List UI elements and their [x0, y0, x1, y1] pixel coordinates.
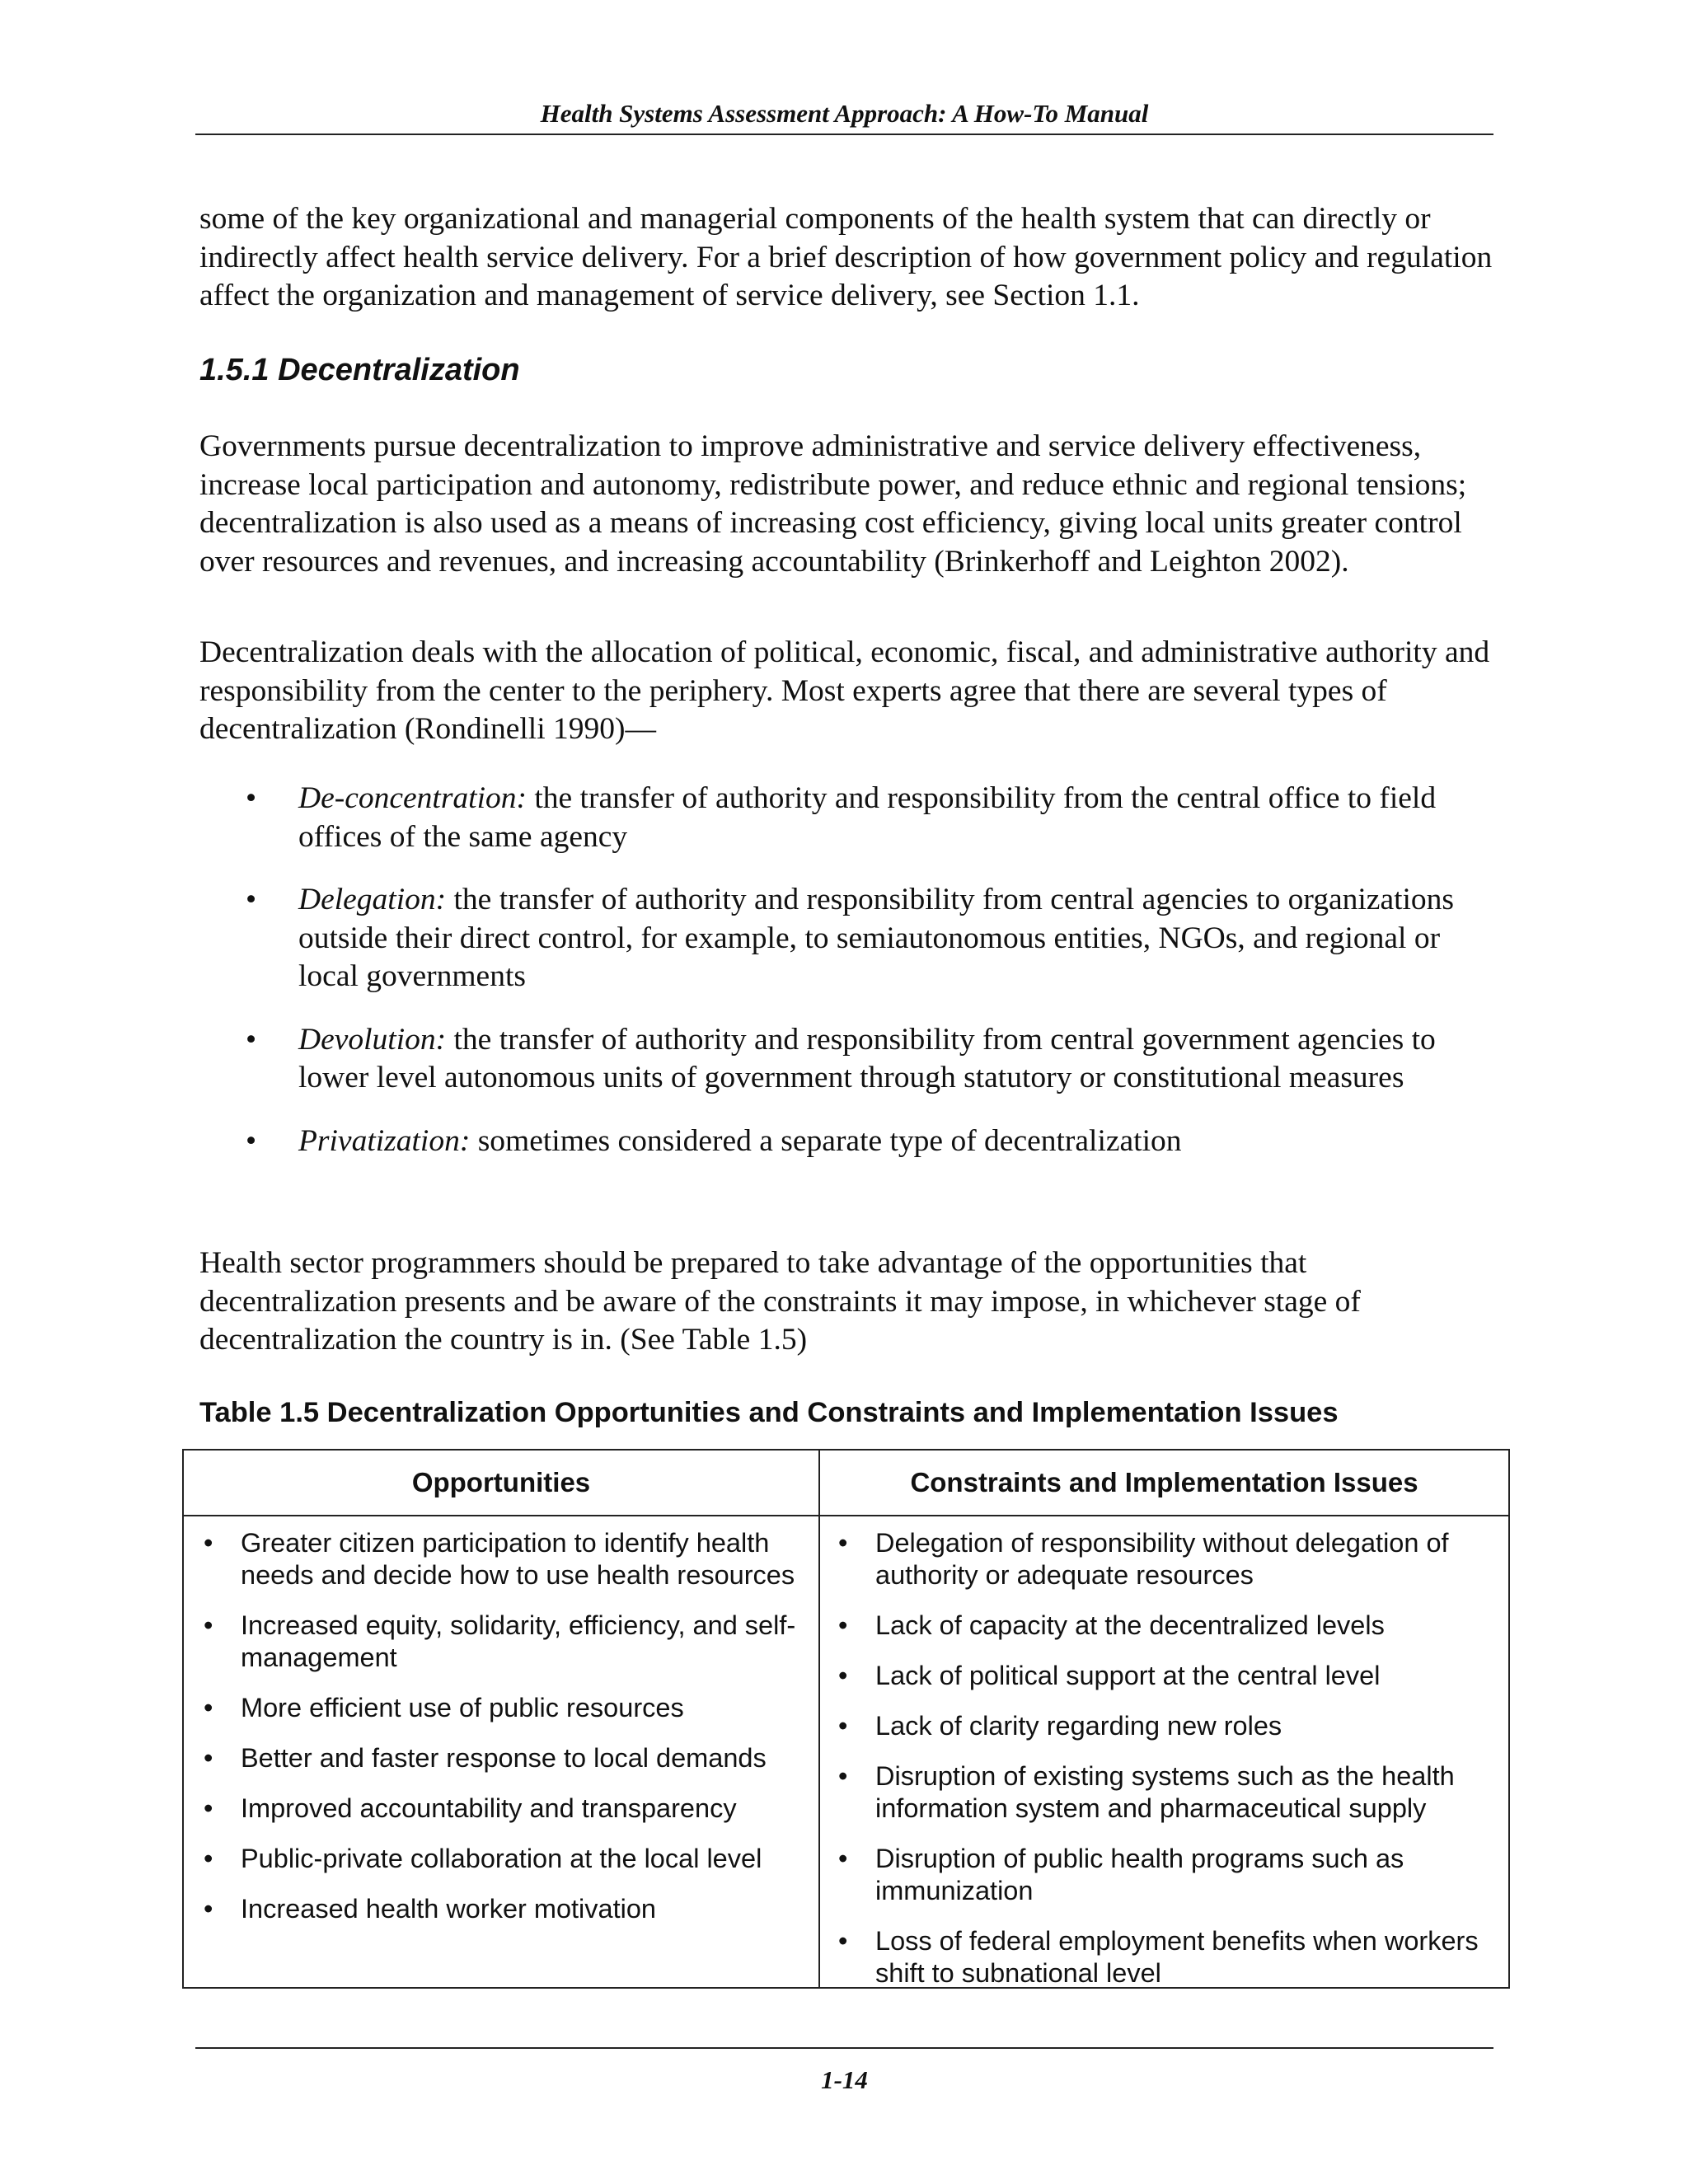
decentralization-types-list [199, 780, 1493, 1160]
list-item [199, 881, 1493, 996]
table-list-item [835, 1710, 1494, 1742]
table-list-item [200, 1527, 810, 1591]
table-list-item [200, 1893, 810, 1925]
bullet-icon: • [204, 1528, 213, 1558]
page-number: 1-14 [821, 2065, 868, 2094]
table-cell-text: Public-private collaboration at the local level [241, 1844, 762, 1873]
table-list-item [835, 1610, 1494, 1642]
decentralization-table [182, 1449, 1510, 1989]
header-rule [195, 134, 1493, 135]
table-header-divider [184, 1515, 1508, 1516]
table-cell-text: Improved accountability and transparency [241, 1793, 737, 1823]
table-header-opportunities: Opportunities [411, 1467, 591, 1497]
list-item-term: Delegation: [298, 883, 447, 916]
bullet-icon: • [838, 1926, 848, 1956]
bullet-icon: • [246, 781, 257, 815]
table-list-item [200, 1843, 810, 1875]
bullet-icon: • [204, 1610, 213, 1640]
table-cell-text: Better and faster response to local demands [241, 1743, 767, 1773]
list-item [199, 1122, 1493, 1161]
bullet-icon: • [204, 1693, 213, 1722]
table-cell-text: Lack of clarity regarding new roles [875, 1711, 1282, 1741]
list-item-text: sometimes considered a separate type of decentralization [470, 1123, 1182, 1158]
list-item-text: the transfer of authority and responsibility from central agencies to organizations outside their direct control, for example, to semiautonomous entities, NGOs, and regional or local governments [298, 883, 1455, 993]
intro-paragraph: some of the key organizational and managerial components of the health system that can directly or indirectly affect health service delivery. For a brief description of how government policy and regulation affect the organization and management of service delivery, see Section 1.1. [199, 202, 1493, 312]
table-list-item [200, 1742, 810, 1774]
table-cell-text: More efficient use of public resources [241, 1693, 684, 1722]
table-cell-text: Disruption of public health programs such as immunization [875, 1844, 1404, 1905]
table-cell-text: Loss of federal employment benefits when workers shift to subnational level [875, 1926, 1479, 1988]
table-list-item [835, 1660, 1494, 1692]
table-cell-text: Increased equity, solidarity, efficiency, and self-management [241, 1610, 796, 1672]
bullet-icon: • [838, 1661, 848, 1690]
constraints-list [835, 1527, 1494, 1990]
bullet-icon: • [838, 1761, 848, 1791]
bullet-icon: • [838, 1844, 848, 1873]
bullet-icon: • [838, 1610, 848, 1640]
table-column-divider [818, 1451, 820, 1987]
bullet-icon: • [246, 883, 257, 916]
table-list-item [835, 1843, 1494, 1907]
table-cell-text: Lack of political support at the central level [875, 1661, 1381, 1690]
list-item [199, 780, 1493, 856]
table-header-constraints: Constraints and Implementation Issues [910, 1467, 1418, 1497]
running-header: Health Systems Assessment Approach: A How-To Manual [540, 99, 1149, 128]
list-item-term: Privatization: [298, 1123, 471, 1158]
table-list-item [835, 1760, 1494, 1825]
paragraph-governments: Governments pursue decentralization to improve administrative and service delivery effectiveness, increase local participation and autonomy, redistribute power, and reduce ethnic and regional tensions; decentralization is also used as a means of increasing cost efficiency, giving local units greater control over resources and revenues, and increasing accountability (Brinkerhoff and Leighton 2002). [199, 429, 1467, 579]
bullet-icon: • [838, 1711, 848, 1741]
footer-rule [195, 2047, 1493, 2049]
table-list-item [200, 1793, 810, 1825]
bullet-icon: • [246, 1123, 257, 1158]
list-item-term: De-concentration: [298, 781, 527, 815]
table-cell-text: Lack of capacity at the decentralized levels [875, 1610, 1385, 1640]
table-cell-text: Disruption of existing systems such as the health information system and pharmaceutical supply [875, 1761, 1455, 1823]
bullet-icon: • [838, 1528, 848, 1558]
paragraph-programmers: Health sector programmers should be prepared to take advantage of the opportunities that decentralization presents and be aware of the constraints it may impose, in whichever stage of decentralization the country is in. (See Table 1.5) [199, 1246, 1361, 1357]
table-list-item [835, 1527, 1494, 1591]
table-cell-text: Greater citizen participation to identify health needs and decide how to use health resources [241, 1528, 795, 1590]
table-cell-text: Increased health worker motivation [241, 1894, 657, 1924]
list-item-text: the transfer of authority and responsibility from the central office to field offices of the same agency [298, 781, 1437, 854]
bullet-icon: • [204, 1894, 213, 1924]
bullet-icon: • [204, 1743, 213, 1773]
list-item [199, 1021, 1493, 1098]
section-heading: 1.5.1 Decentralization [199, 353, 520, 387]
table-list-item [835, 1925, 1494, 1990]
table-list-item [200, 1692, 810, 1724]
list-item-term: Devolution: [298, 1022, 447, 1057]
paragraph-allocation: Decentralization deals with the allocation of political, economic, fiscal, and administrative authority and responsibility from the center to the periphery. Most experts agree that there are several types of decentralization (Rondinelli 1990)— [199, 635, 1490, 746]
bullet-icon: • [246, 1022, 257, 1057]
list-item-text: the transfer of authority and responsibility from central government agencies to lower level autonomous units of government through statutory or constitutional measures [298, 1022, 1436, 1094]
bullet-icon: • [204, 1844, 213, 1873]
table-title: Table 1.5 Decentralization Opportunities and Constraints and Implementation Issues [199, 1397, 1339, 1428]
table-list-item [200, 1610, 810, 1674]
table-cell-text: Delegation of responsibility without delegation of authority or adequate resources [875, 1528, 1449, 1590]
opportunities-list [200, 1527, 810, 1925]
bullet-icon: • [204, 1793, 213, 1823]
